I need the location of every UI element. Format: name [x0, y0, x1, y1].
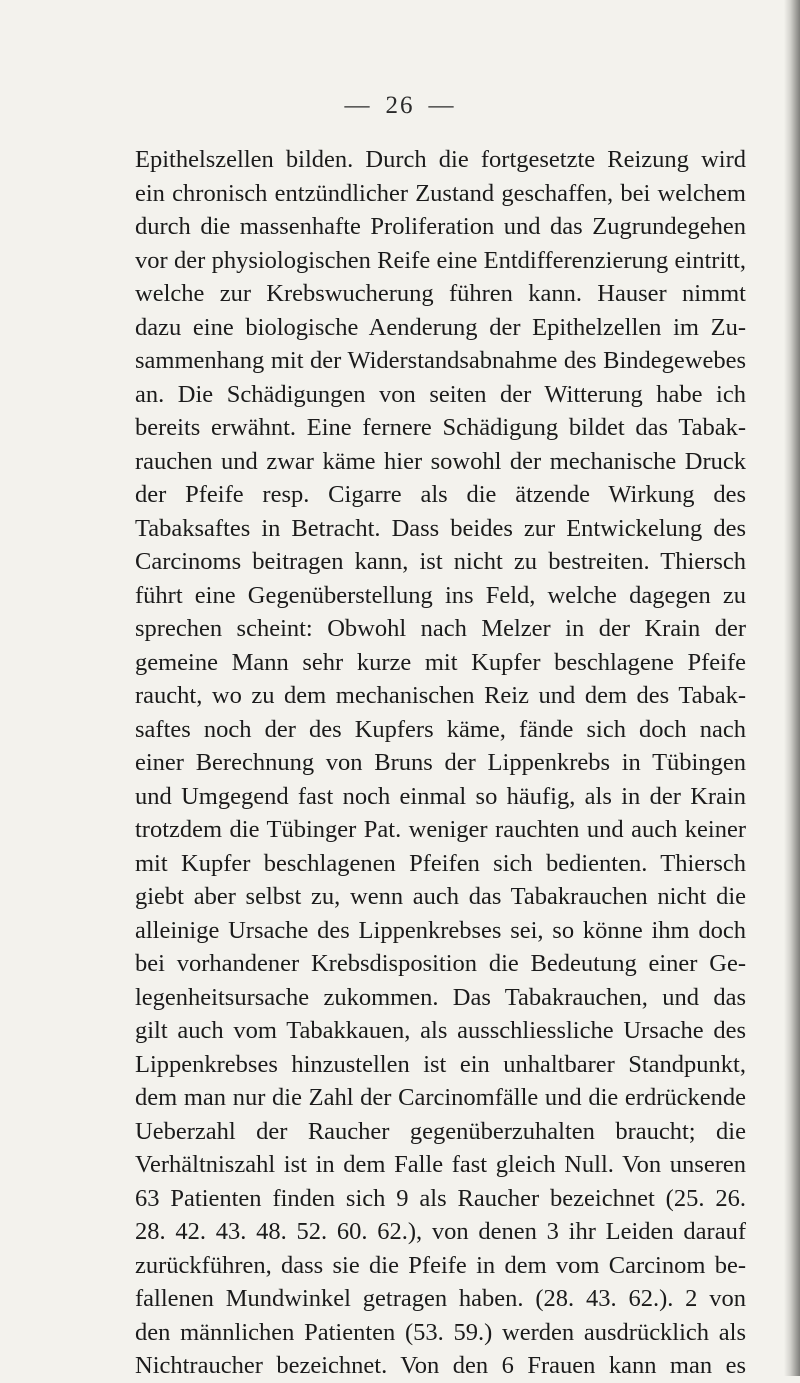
- text-line: durch die massenhafte Proliferation und das Zugrundegehen: [135, 213, 746, 240]
- text-line: welche zur Krebswucherung führen kann. Hauser nimmt: [135, 280, 746, 307]
- text-line: sammenhang mit der Widerstandsabnahme des Bindegewebes: [135, 347, 746, 374]
- text-line: dem man nur die Zahl der Carcinomfälle und die erdrückende: [135, 1084, 746, 1111]
- text-line: saftes noch der des Kupfers käme, fände sich doch nach: [135, 715, 746, 743]
- text-line: gilt auch vom Tabakkauen, als ausschliessliche Ursache des: [135, 1017, 746, 1044]
- text-line: den männlichen Patienten (53. 59.) werden ausdrücklich als: [135, 1318, 746, 1346]
- text-line: fallenen Mundwinkel getragen haben. (28. 43. 62.). 2 von: [135, 1285, 746, 1312]
- text-line: einer Berechnung von Bruns der Lippenkrebs in Tübingen: [135, 749, 746, 776]
- text-line: alleinige Ursache des Lippenkrebses sei, so könne ihm doch: [135, 916, 746, 944]
- text-line: Nichtraucher bezeichnet. Von den 6 Frauen kann man es: [135, 1352, 746, 1379]
- page-number: 26: [385, 92, 415, 119]
- text-line: und Umgegend fast noch einmal so häufig, als in der Krain: [135, 782, 746, 810]
- text-line: ein chronisch entzündlicher Zustand geschaffen, bei welchem: [135, 179, 746, 207]
- page-number-dash-right: —: [428, 92, 456, 119]
- text-line: bei vorhandener Krebsdisposition die Bedeutung einer Ge-: [135, 950, 746, 977]
- text-line: mit Kupfer beschlagenen Pfeifen sich bedienten. Thiersch: [135, 849, 746, 877]
- page-edge-shadow: [784, 0, 800, 1376]
- text-line: sprechen scheint: Obwohl nach Melzer in der Krain der: [135, 615, 746, 642]
- text-line: 28. 42. 43. 48. 52. 60. 62.), von denen 3 ihr Leiden darauf: [135, 1218, 746, 1245]
- text-line: Carcinoms beitragen kann, ist nicht zu bestreiten. Thiersch: [135, 548, 746, 575]
- body-text: [135, 143, 746, 1383]
- text-line: führt eine Gegenüberstellung ins Feld, welche dagegen zu: [135, 581, 746, 609]
- text-line: Lippenkrebses hinzustellen ist ein unhaltbarer Standpunkt,: [135, 1050, 746, 1078]
- page-number-header: [0, 92, 800, 120]
- text-line: bereits erwähnt. Eine fernere Schädigung bildet das Tabak-: [135, 414, 746, 441]
- text-line: 63 Patienten finden sich 9 als Raucher bezeichnet (25. 26.: [135, 1184, 746, 1212]
- text-line: giebt aber selbst zu, wenn auch das Tabakrauchen nicht die: [135, 883, 746, 910]
- text-line: rauchen und zwar käme hier sowohl der mechanische Druck: [135, 447, 746, 475]
- text-line: Tabaksaftes in Betracht. Dass beides zur Entwickelung des: [135, 514, 746, 542]
- text-line: vor der physiologischen Reife eine Entdifferenzierung eintritt,: [135, 246, 746, 274]
- text-line: zurückführen, dass sie die Pfeife in dem vom Carcinom be-: [135, 1251, 746, 1279]
- text-line: gemeine Mann sehr kurze mit Kupfer beschlagene Pfeife: [135, 648, 746, 676]
- text-line: der Pfeife resp. Cigarre als die ätzende Wirkung des: [135, 481, 746, 508]
- text-line: an. Die Schädigungen von seiten der Witterung habe ich: [135, 380, 746, 408]
- text-line: raucht, wo zu dem mechanischen Reiz und dem des Tabak-: [135, 682, 746, 709]
- text-line: Verhältniszahl ist in dem Falle fast gleich Null. Von unseren: [135, 1151, 746, 1178]
- page-number-dash-left: —: [344, 92, 372, 119]
- text-line: trotzdem die Tübinger Pat. weniger rauchten und auch keiner: [135, 816, 746, 843]
- text-line: legenheitsursache zukommen. Das Tabakrauchen, und das: [135, 983, 746, 1011]
- text-line: dazu eine biologische Aenderung der Epithelzellen im Zu-: [135, 313, 746, 341]
- text-line: Ueberzahl der Raucher gegenüberzuhalten braucht; die: [135, 1117, 746, 1145]
- text-line: Epithelszellen bilden. Durch die fortgesetzte Reizung wird: [135, 146, 746, 173]
